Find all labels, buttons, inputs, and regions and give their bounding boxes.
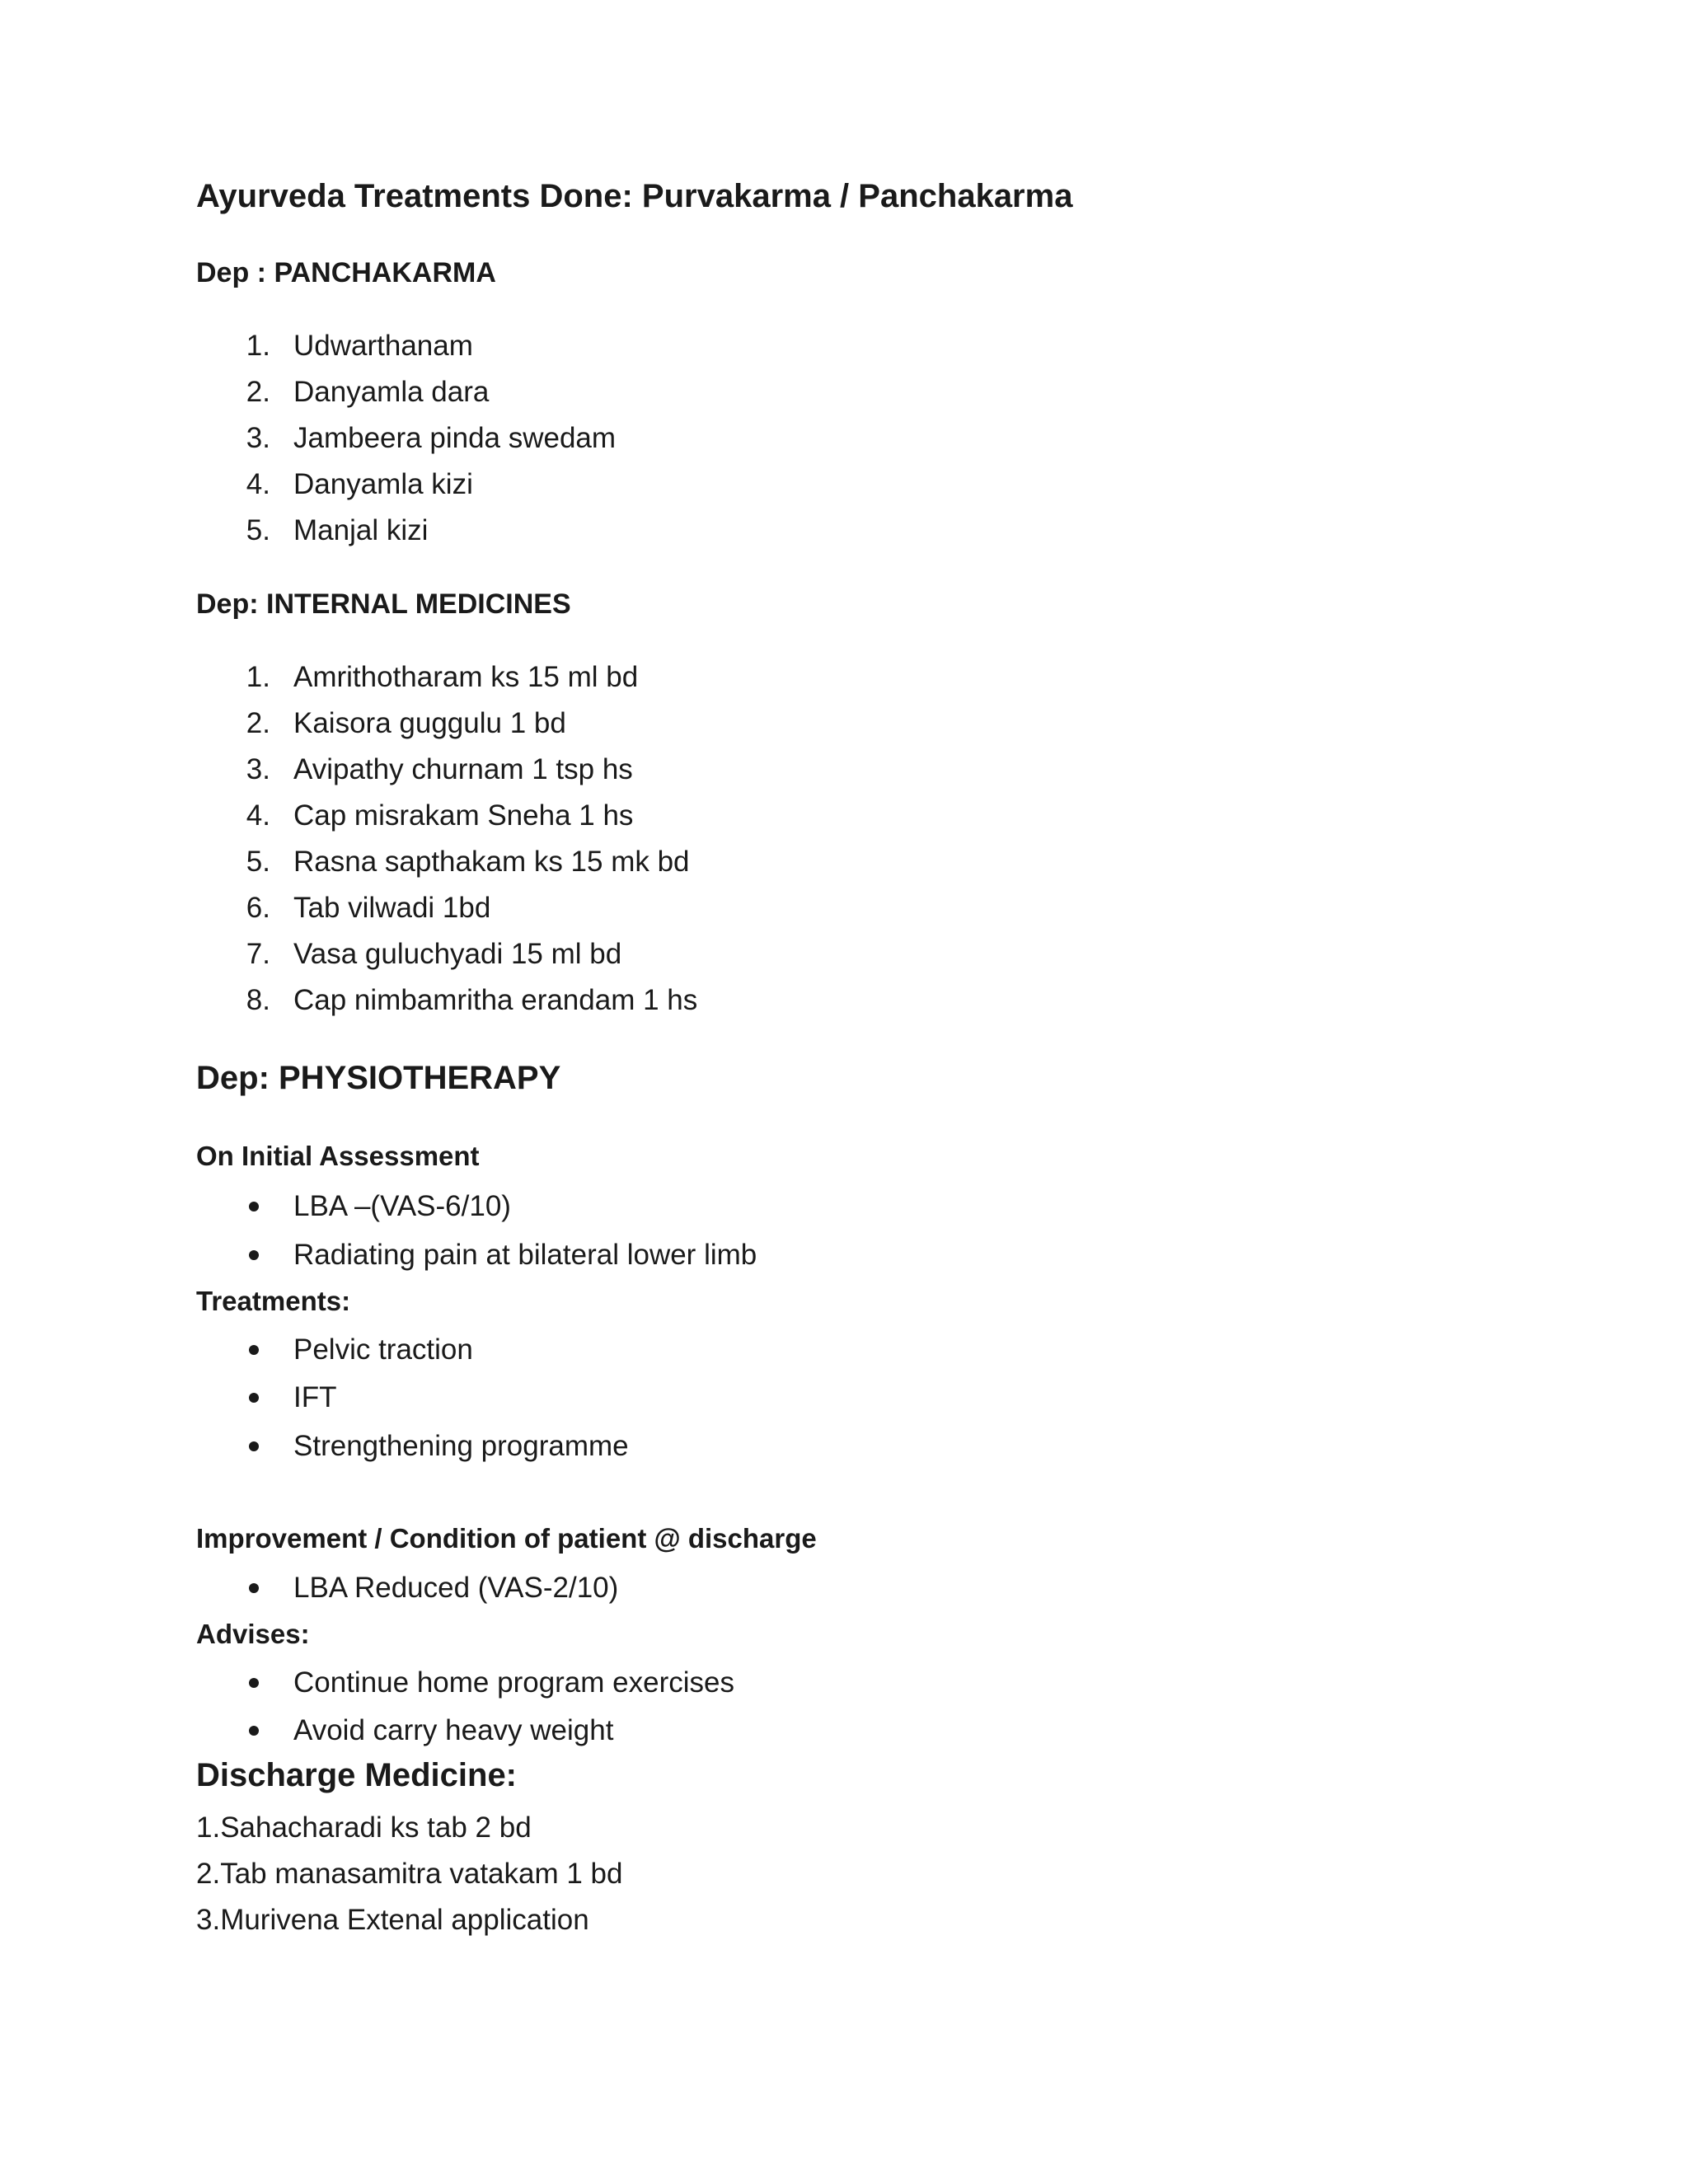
list-item-number: 1. xyxy=(246,661,270,693)
list-item-number: 5. xyxy=(246,846,270,878)
list-item-number: 2. xyxy=(246,707,270,739)
list-item: IFT xyxy=(293,1381,337,1413)
list-item: Tab vilwadi 1bd xyxy=(293,892,491,924)
list-item: Danyamla dara xyxy=(293,376,490,408)
list-item: 1.Sahacharadi ks tab 2 bd xyxy=(196,1811,532,1844)
list-item: Vasa guluchyadi 15 ml bd xyxy=(293,938,622,970)
list-item: Amrithotharam ks 15 ml bd xyxy=(293,661,639,693)
list-item: Cap misrakam Sneha 1 hs xyxy=(293,799,634,832)
list-item: Rasna sapthakam ks 15 mk bd xyxy=(293,846,690,878)
section-heading-discharge-medicine: Discharge Medicine: xyxy=(196,1757,518,1793)
list-item: LBA Reduced (VAS-2/10) xyxy=(293,1572,619,1604)
list-item-number: 3. xyxy=(246,753,270,785)
list-item-number: 8. xyxy=(246,984,270,1016)
list-item: Danyamla kizi xyxy=(293,468,473,500)
section-heading-internal-medicines: Dep: INTERNAL MEDICINES xyxy=(196,588,571,620)
list-item-number: 1. xyxy=(246,330,270,362)
list-item-number: 6. xyxy=(246,892,270,924)
section-heading-physiotherapy: Dep: PHYSIOTHERAPY xyxy=(196,1060,561,1096)
list-item: Avoid carry heavy weight xyxy=(293,1714,614,1746)
list-item-number: 7. xyxy=(246,938,270,970)
subheading-advises: Advises: xyxy=(196,1619,310,1649)
list-item: Strengthening programme xyxy=(293,1430,629,1462)
subheading-initial-assessment: On Initial Assessment xyxy=(196,1141,480,1171)
list-item: Cap nimbamritha erandam 1 hs xyxy=(293,984,698,1016)
bullet-icon xyxy=(249,1726,259,1736)
bullet-icon xyxy=(249,1250,259,1260)
page-title: Ayurveda Treatments Done: Purvakarma / Panchakarma xyxy=(196,178,1073,214)
list-item: Pelvic traction xyxy=(293,1333,473,1366)
list-item: 2.Tab manasamitra vatakam 1 bd xyxy=(196,1858,623,1890)
list-item: Udwarthanam xyxy=(293,330,473,362)
list-item-number: 2. xyxy=(246,376,270,408)
list-item: LBA –(VAS-6/10) xyxy=(293,1190,511,1222)
list-item: 3.Murivena Extenal application xyxy=(196,1904,589,1936)
section-heading-panchakarma: Dep : PANCHAKARMA xyxy=(196,257,496,288)
list-item-number: 5. xyxy=(246,514,270,546)
list-item: Radiating pain at bilateral lower limb xyxy=(293,1239,757,1271)
list-item-number: 3. xyxy=(246,422,270,454)
bullet-icon xyxy=(249,1202,259,1212)
list-item: Kaisora guggulu 1 bd xyxy=(293,707,566,739)
list-item: Manjal kizi xyxy=(293,514,429,546)
list-item-number: 4. xyxy=(246,468,270,500)
list-item-number: 4. xyxy=(246,799,270,832)
list-item: Jambeera pinda swedam xyxy=(293,422,617,454)
list-item: Continue home program exercises xyxy=(293,1666,734,1699)
list-item: Avipathy churnam 1 tsp hs xyxy=(293,753,633,785)
bullet-icon xyxy=(249,1583,259,1593)
bullet-icon xyxy=(249,1441,259,1451)
bullet-icon xyxy=(249,1345,259,1355)
subheading-improvement: Improvement / Condition of patient @ discharge xyxy=(196,1523,817,1554)
bullet-icon xyxy=(249,1393,259,1403)
bullet-icon xyxy=(249,1678,259,1688)
subheading-treatments: Treatments: xyxy=(196,1286,351,1316)
